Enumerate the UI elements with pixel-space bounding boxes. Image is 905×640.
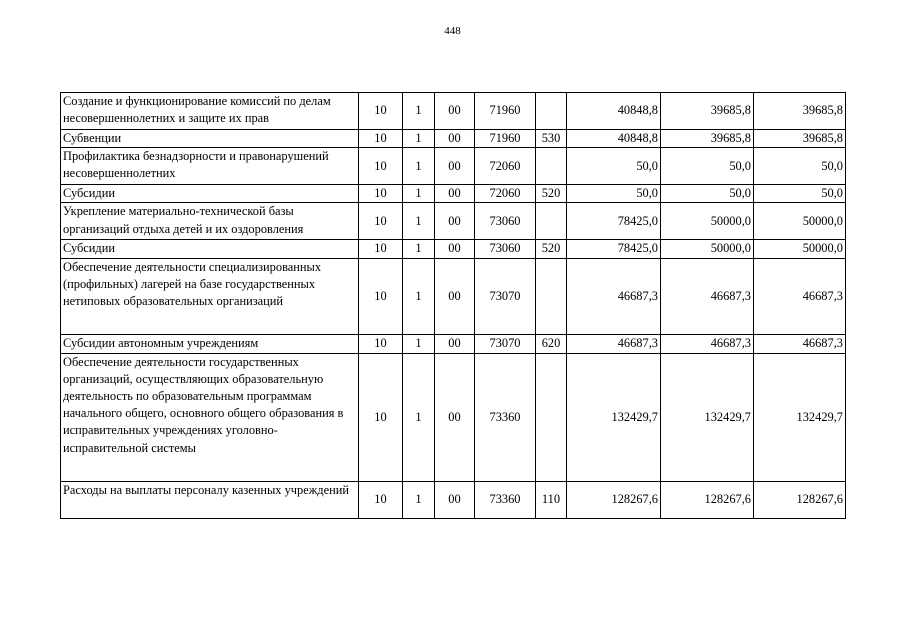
table-row	[61, 258, 846, 334]
page-number: 448	[444, 25, 461, 37]
section-code: 10	[359, 185, 403, 203]
section-code: 10	[359, 353, 403, 481]
row-name: Субсидии	[61, 185, 359, 203]
expense-type-code: 520	[536, 185, 567, 203]
target-article-code: 71960	[475, 130, 536, 148]
section-code: 10	[359, 130, 403, 148]
amount-year-2: 50000,0	[661, 203, 754, 240]
amount-year-2: 132429,7	[661, 353, 754, 481]
table-row	[61, 203, 846, 240]
amount-year-3: 50000,0	[754, 240, 846, 258]
expense-type-code	[536, 203, 567, 240]
subsection-code: 1	[403, 334, 435, 353]
row-name: Субсидии автономным учреждениям	[61, 334, 359, 353]
amount-year-1: 50,0	[567, 185, 661, 203]
row-name: Субвенции	[61, 130, 359, 148]
amount-year-2: 39685,8	[661, 93, 754, 130]
table-body	[61, 93, 846, 519]
amount-year-2: 46687,3	[661, 258, 754, 334]
amount-year-2: 46687,3	[661, 334, 754, 353]
row-name: Создание и функционирование комиссий по делам несовершеннолетних и защите их прав	[61, 93, 359, 130]
subsection-code: 1	[403, 203, 435, 240]
program-code: 00	[435, 258, 475, 334]
amount-year-1: 50,0	[567, 148, 661, 185]
expense-type-code: 620	[536, 334, 567, 353]
expense-type-code	[536, 93, 567, 130]
target-article-code: 73060	[475, 240, 536, 258]
target-article-code: 72060	[475, 185, 536, 203]
subsection-code: 1	[403, 185, 435, 203]
program-code: 00	[435, 185, 475, 203]
amount-year-2: 50000,0	[661, 240, 754, 258]
expense-type-code: 110	[536, 481, 567, 518]
target-article-code: 71960	[475, 93, 536, 130]
target-article-code: 72060	[475, 148, 536, 185]
row-name: Расходы на выплаты персоналу казенных учреждений	[61, 481, 359, 518]
amount-year-1: 78425,0	[567, 203, 661, 240]
expense-type-code	[536, 148, 567, 185]
section-code: 10	[359, 258, 403, 334]
expense-type-code	[536, 353, 567, 481]
amount-year-1: 40848,8	[567, 93, 661, 130]
amount-year-1: 132429,7	[567, 353, 661, 481]
section-code: 10	[359, 93, 403, 130]
section-code: 10	[359, 481, 403, 518]
program-code: 00	[435, 240, 475, 258]
amount-year-3: 46687,3	[754, 258, 846, 334]
row-name: Обеспечение деятельности государственных организаций, осуществляющих образовательную деятельность по образовательным программам начального общего, основного общего образования в исправительных учреждениях уголовно-исправительной системы	[61, 353, 359, 481]
target-article-code: 73360	[475, 353, 536, 481]
amount-year-1: 40848,8	[567, 130, 661, 148]
section-code: 10	[359, 240, 403, 258]
subsection-code: 1	[403, 130, 435, 148]
subsection-code: 1	[403, 481, 435, 518]
amount-year-1: 128267,6	[567, 481, 661, 518]
row-name: Профилактика безнадзорности и правонарушений несовершеннолетних	[61, 148, 359, 185]
amount-year-2: 50,0	[661, 185, 754, 203]
subsection-code: 1	[403, 93, 435, 130]
amount-year-3: 39685,8	[754, 93, 846, 130]
program-code: 00	[435, 203, 475, 240]
subsection-code: 1	[403, 148, 435, 185]
amount-year-2: 50,0	[661, 148, 754, 185]
table-row	[61, 185, 846, 203]
amount-year-1: 46687,3	[567, 334, 661, 353]
section-code: 10	[359, 334, 403, 353]
row-name: Укрепление материально-технической базы организаций отдыха детей и их оздоровления	[61, 203, 359, 240]
program-code: 00	[435, 481, 475, 518]
table-row	[61, 240, 846, 258]
amount-year-3: 50,0	[754, 185, 846, 203]
amount-year-3: 128267,6	[754, 481, 846, 518]
target-article-code: 73070	[475, 334, 536, 353]
table-row	[61, 130, 846, 148]
amount-year-2: 39685,8	[661, 130, 754, 148]
table-row	[61, 353, 846, 481]
amount-year-2: 128267,6	[661, 481, 754, 518]
budget-table	[60, 92, 846, 519]
program-code: 00	[435, 130, 475, 148]
program-code: 00	[435, 93, 475, 130]
row-name: Обеспечение деятельности специализированных (профильных) лагерей на базе государственных нетиповых образовательных организаций	[61, 258, 359, 334]
amount-year-3: 132429,7	[754, 353, 846, 481]
expense-type-code: 520	[536, 240, 567, 258]
table-row	[61, 148, 846, 185]
program-code: 00	[435, 148, 475, 185]
amount-year-3: 50000,0	[754, 203, 846, 240]
target-article-code: 73060	[475, 203, 536, 240]
subsection-code: 1	[403, 240, 435, 258]
table-row	[61, 334, 846, 353]
subsection-code: 1	[403, 353, 435, 481]
expense-type-code: 530	[536, 130, 567, 148]
section-code: 10	[359, 148, 403, 185]
amount-year-3: 39685,8	[754, 130, 846, 148]
amount-year-3: 50,0	[754, 148, 846, 185]
amount-year-1: 78425,0	[567, 240, 661, 258]
expense-type-code	[536, 258, 567, 334]
subsection-code: 1	[403, 258, 435, 334]
section-code: 10	[359, 203, 403, 240]
program-code: 00	[435, 353, 475, 481]
amount-year-1: 46687,3	[567, 258, 661, 334]
target-article-code: 73070	[475, 258, 536, 334]
table-row	[61, 93, 846, 130]
target-article-code: 73360	[475, 481, 536, 518]
program-code: 00	[435, 334, 475, 353]
table-row	[61, 481, 846, 518]
row-name: Субсидии	[61, 240, 359, 258]
amount-year-3: 46687,3	[754, 334, 846, 353]
